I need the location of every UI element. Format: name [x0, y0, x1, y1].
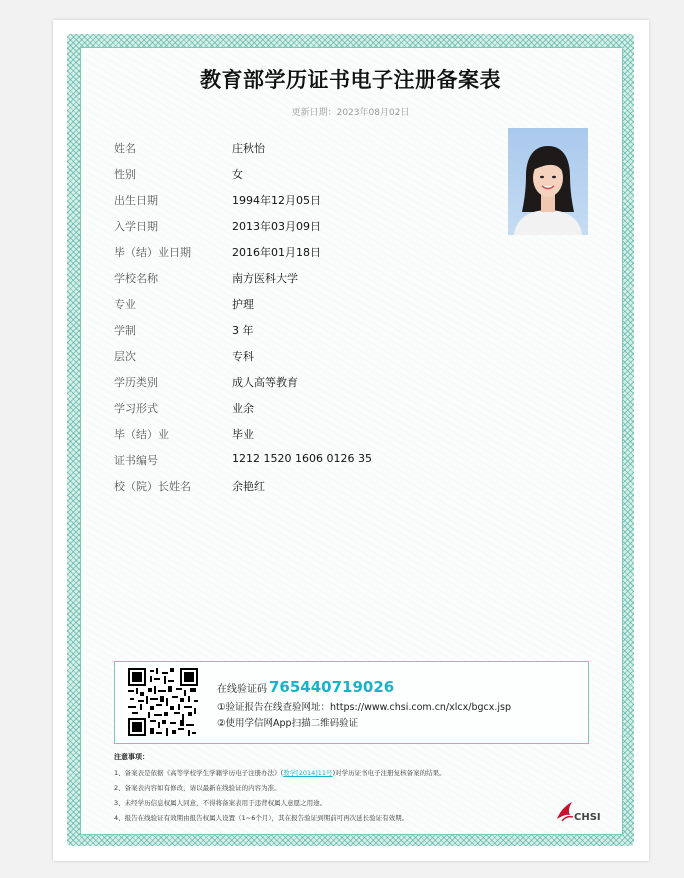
verification-app-line: ②使用学信网App扫描二维码验证 — [217, 718, 359, 729]
note-item: 2、备案表内容如有修改，请以最新在线验证的内容为准。 — [114, 784, 281, 792]
field-value-level: 专科 — [232, 350, 254, 363]
field-label-study-mode: 学习形式 — [114, 402, 158, 415]
field-value-birth-date: 1994年12月05日 — [232, 194, 321, 207]
note-text: 1、备案表是依据《高等学校学生学籍学历电子注册办法》( — [114, 769, 284, 777]
field-label-birth-date: 出生日期 — [114, 194, 158, 207]
note-item — [114, 768, 446, 777]
field-label-education-type: 学历类别 — [114, 376, 158, 389]
field-label-duration: 学制 — [114, 324, 136, 337]
field-value-gender: 女 — [232, 168, 243, 181]
field-value-study-mode: 业余 — [232, 402, 254, 415]
field-value-duration: 3 年 — [232, 324, 254, 337]
update-date: 更新日期：2023年08月02日 — [291, 108, 410, 118]
document-title: 教育部学历证书电子注册备案表 — [200, 68, 501, 92]
field-value-education-type: 成人高等教育 — [232, 376, 298, 389]
field-value-graduation-date: 2016年01月18日 — [232, 246, 321, 259]
field-value-school: 南方医科大学 — [232, 272, 298, 285]
field-label-name: 姓名 — [114, 142, 136, 155]
verification-code-label: 在线验证码 — [217, 684, 267, 695]
verification-url-line: ①验证报告在线查验网址：https://www.chsi.com.cn/xlcx/bgcx.jsp — [217, 702, 511, 713]
regulation-link[interactable]: 教学[2014]11号 — [283, 769, 333, 777]
field-label-completion: 毕（结）业 — [114, 428, 169, 441]
field-value-completion: 毕业 — [232, 428, 254, 441]
field-value-major: 护理 — [232, 298, 254, 311]
notes-title: 注意事项： — [114, 753, 149, 761]
field-label-gender: 性别 — [114, 168, 136, 181]
field-value-president: 余艳红 — [232, 480, 265, 493]
verification-code-line — [217, 678, 394, 696]
field-label-certificate-number: 证书编号 — [114, 454, 158, 467]
field-label-level: 层次 — [114, 350, 136, 363]
field-value-name: 庄秋怡 — [232, 142, 265, 155]
note-item: 3、未经学历信息权属人同意，不得将备案表用于违背权属人意愿之用途。 — [114, 799, 327, 807]
student-photo — [508, 128, 588, 235]
note-item: 4、报告在线验证有效期由报告权属人设置（1~6个月），其在报告验证到期前可再次延长验证有效期。 — [114, 814, 409, 822]
field-label-president: 校（院）长姓名 — [114, 480, 191, 493]
field-label-enroll-date: 入学日期 — [114, 220, 158, 233]
field-value-certificate-number: 1212 1520 1606 0126 35 — [232, 452, 372, 465]
field-value-enroll-date: 2013年03月09日 — [232, 220, 321, 233]
qr-code-icon[interactable] — [128, 668, 198, 736]
field-label-school: 学校名称 — [114, 272, 158, 285]
verification-code: 765440719026 — [269, 678, 395, 696]
field-label-graduation-date: 毕（结）业日期 — [114, 246, 191, 259]
note-text: )对学历证书电子注册复核备案的结果。 — [332, 769, 446, 777]
chsi-logo-text: CHSI — [574, 812, 601, 823]
field-label-major: 专业 — [114, 298, 136, 311]
